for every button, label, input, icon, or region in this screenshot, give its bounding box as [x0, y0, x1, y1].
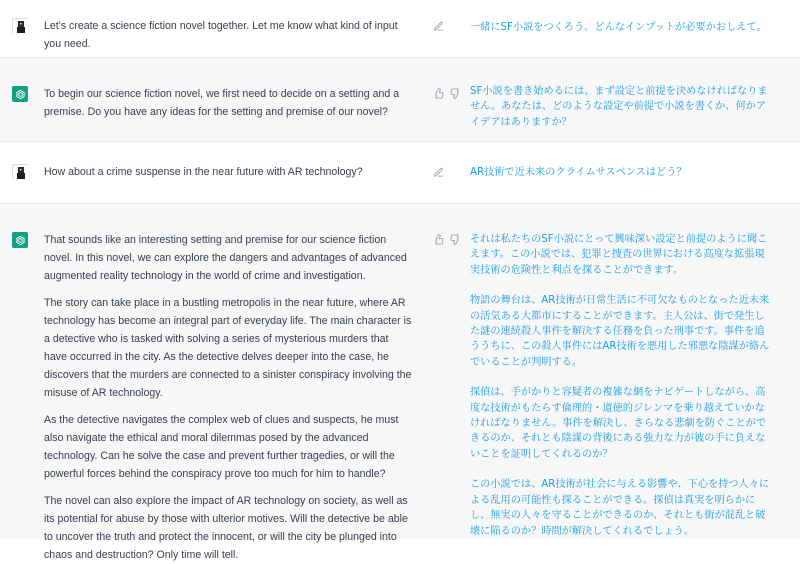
translation-text	[470, 20, 770, 35]
translation-paragraph: 物語の舞台は、AR技術が日常生活に不可欠なものとなった近未来の活気ある大都市にすることができます。主人公は、街で発生した謎の連続殺人事件を解決する任務を負った刑事です。事件を追ううちに、この殺人事件にはAR技術を悪用した邪悪な陰謀が絡んでいることが判明する。	[470, 295, 770, 368]
message-paragraph: To begin our science fiction novel, we first need to decide on a setting and a premise. Do you have any ideas for the setting and premise of our novel?	[44, 88, 400, 118]
assistant-avatar	[12, 232, 28, 248]
translation-text	[470, 165, 770, 180]
message-paragraph: That sounds like an interesting setting and premise for our science fiction novel. In this novel, we can explore the dangers and advantages of advanced augmented reality technology in the world of crime and investigation.	[44, 234, 407, 282]
thumbs-up-icon[interactable]	[433, 88, 444, 99]
thumbs-down-icon[interactable]	[450, 234, 461, 245]
message-paragraph: Let's create a science fiction novel together. Let me know what kind of input you need.	[44, 20, 398, 50]
message-text	[44, 231, 414, 564]
thumbs-up-icon[interactable]	[433, 234, 444, 245]
message-row-user-2	[0, 142, 800, 204]
message-row-assistant-2	[0, 204, 800, 561]
translation-paragraph: AR技術で近未来のクライムサスペンスはどう？	[470, 167, 687, 178]
translation-paragraph: それは私たちのSF小説にとって興味深い設定と前提のように聞こえます。この小説では、犯罪と捜査の世界における高度な拡張現実技術の危険性と利点を探ることができます。	[470, 234, 768, 276]
translation-text	[470, 232, 770, 539]
translation-paragraph: この小説では、AR技術が社会に与える影響や、下心を持つ人々による乱用の可能性も探ることができる。探偵は真実を明らかにし、無実の人々を守ることができるのか、それとも街が混乱と破壊に陥るのか？時間が解決してくれるでしょう。	[470, 479, 770, 537]
translation-paragraph: 一緒にSF小説をつくろう。どんなインプットが必要かおしえて。	[470, 22, 767, 33]
message-paragraph: How about a crime suspense in the near future with AR technology?	[44, 166, 363, 178]
message-paragraph: The story can take place in a bustling metropolis in the near future, where AR technology has become an integral part of everyday life. The main character is a detective who is tasked with solving a series of mysterious murders that have occurred in the city. As the detective delves deeper into the case, he discovers that the murders are connected to a sinister conspiracy involving the misuse of AR technology.	[44, 297, 412, 399]
message-text	[44, 163, 414, 181]
message-paragraph: As the detective navigates the complex web of clues and suspects, he must also navigate the ethical and moral dilemmas posed by the advanced technology. Can he solve the case and prevent further tragedies, or will the powerful forces behind the conspiracy prove too much for him to handle?	[44, 414, 399, 480]
translation-paragraph: SF小説を書き始めるには、まず設定と前提を決めなければなりません。あなたは、どのような設定や前提で小説を書くか、何かアイデアはありますか？	[470, 86, 768, 128]
user-avatar	[12, 164, 28, 180]
assistant-avatar	[12, 86, 28, 102]
openai-logo-icon	[15, 235, 26, 246]
message-paragraph: The novel can also explore the impact of AR technology on society, as well as its potential for abuse by those with ulterior motives. Will the detective be able to uncover the truth and protect the innocent, or will the city be plunged into chaos and destruction? Only time will tell.	[44, 495, 408, 561]
openai-logo-icon	[15, 89, 26, 100]
user-avatar-icon	[13, 165, 29, 181]
user-avatar-icon	[13, 19, 29, 35]
translation-text	[470, 84, 770, 130]
translation-paragraph: 探偵は、手がかりと容疑者の複雑な網をナビゲートしながら、高度な技術がもたらす倫理的・道徳的ジレンマを乗り越えていかなければなりません。事件を解決し、さらなる悲劇を防ぐことができるのか、それとも陰謀の背後にある強力な力が彼の手に負えないことを証明してくれるのか？	[470, 387, 767, 460]
edit-icon[interactable]	[433, 21, 444, 32]
edit-icon[interactable]	[433, 167, 444, 178]
message-row-assistant-1	[0, 58, 800, 142]
message-text	[44, 85, 414, 121]
user-avatar	[12, 18, 28, 34]
message-row-user-1	[0, 0, 800, 58]
thumbs-down-icon[interactable]	[450, 88, 461, 99]
message-text	[44, 17, 414, 53]
